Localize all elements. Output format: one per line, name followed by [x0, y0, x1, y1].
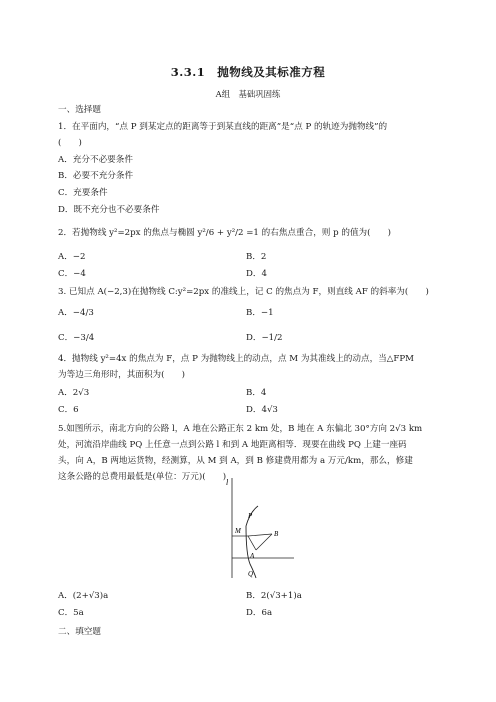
q5-stem-line3: 头，向 A，B 两地运货物，经测算，从 M 到 A，到 B 修建费用都为 a 万元/km，那么，修建: [58, 456, 413, 466]
q3-option-a: A．−4/3: [58, 308, 94, 318]
q1-option-b: B．必要不充分条件: [58, 171, 134, 181]
q4-option-a: A．2√3: [58, 388, 90, 398]
q5-stem-line2: 处，河流沿岸曲线 PQ 上任意一点到公路 l 和到 A 地距离相等．现要在曲线 PQ 上建一座码: [58, 440, 407, 450]
q5-stem-line4: 这条公路的总费用最低是(单位：万元)( ): [58, 472, 227, 482]
q5-stem-line1: 5.如图所示，南北方向的公路 l，A 地在公路正东 2 km 处，B 地在 A 东偏北 30°方向 2√3 km: [58, 424, 423, 434]
q3-option-c: C．−3/4: [58, 333, 95, 343]
section-heading-choice: 一、选择题: [58, 105, 101, 115]
q1-stem-line2: ( ): [58, 138, 82, 148]
label-a: A: [250, 552, 255, 560]
label-q: Q: [248, 570, 254, 578]
segment-m-a: [248, 536, 256, 550]
label-b: B: [274, 530, 279, 538]
label-l: l: [226, 478, 229, 487]
q2-option-b: B．2: [246, 252, 267, 262]
q4-stem-line2: 为等边三角形时，其面积为( ): [58, 370, 186, 380]
label-p: P: [248, 512, 253, 520]
q1-option-c: C．充要条件: [58, 188, 108, 198]
q5-option-c: C．5a: [58, 608, 84, 618]
q2-option-c: C．−4: [58, 269, 86, 279]
q5-option-a: A．(2+√3)a: [58, 591, 109, 601]
q1-stem-line1: 1．在平面内，“点 P 到某定点的距离等于到某直线的距离”是“点 P 的轨迹为抛物线”的: [58, 122, 388, 132]
q3-option-d: D．−1/2: [246, 333, 283, 343]
page-title: 3.3.1 抛物线及其标准方程: [170, 65, 326, 79]
q2-option-a: A．−2: [58, 252, 86, 262]
q2-option-d: D．4: [246, 269, 267, 279]
segment-m-b: [248, 534, 272, 536]
q1-option-a: A．充分不必要条件: [58, 155, 133, 165]
section-subtitle: A组 基础巩固练: [215, 89, 281, 99]
q4-option-d: D．4√3: [246, 405, 278, 415]
segment-a-b: [256, 534, 272, 550]
q3-stem: 3. 已知点 A(−2,3)在抛物线 C:y²=2px 的准线上，记 C 的焦点为 F，则直线 AF 的斜率为( ): [58, 287, 429, 297]
q1-option-d: D．既不充分也不必要条件: [58, 205, 160, 215]
label-m: M: [235, 527, 241, 535]
q4-option-b: B．4: [246, 388, 267, 398]
q5-figure: [210, 476, 300, 580]
q2-stem: 2．若抛物线 y²=2px 的焦点与椭圆 y²/6 + y²/2 =1 的右焦点重合，则 p 的值为( ): [58, 228, 392, 238]
q5-option-b: B．2(√3+1)a: [246, 591, 302, 601]
q5-option-d: D．6a: [246, 608, 273, 618]
q3-option-b: B．−1: [246, 308, 274, 318]
q4-stem-line1: 4．抛物线 y²=4x 的焦点为 F，点 P 为抛物线上的动点，点 M 为其准线上的动点，当△FPM: [58, 354, 414, 364]
q4-option-c: C．6: [58, 405, 79, 415]
section-heading-fill: 二、填空题: [58, 627, 101, 637]
